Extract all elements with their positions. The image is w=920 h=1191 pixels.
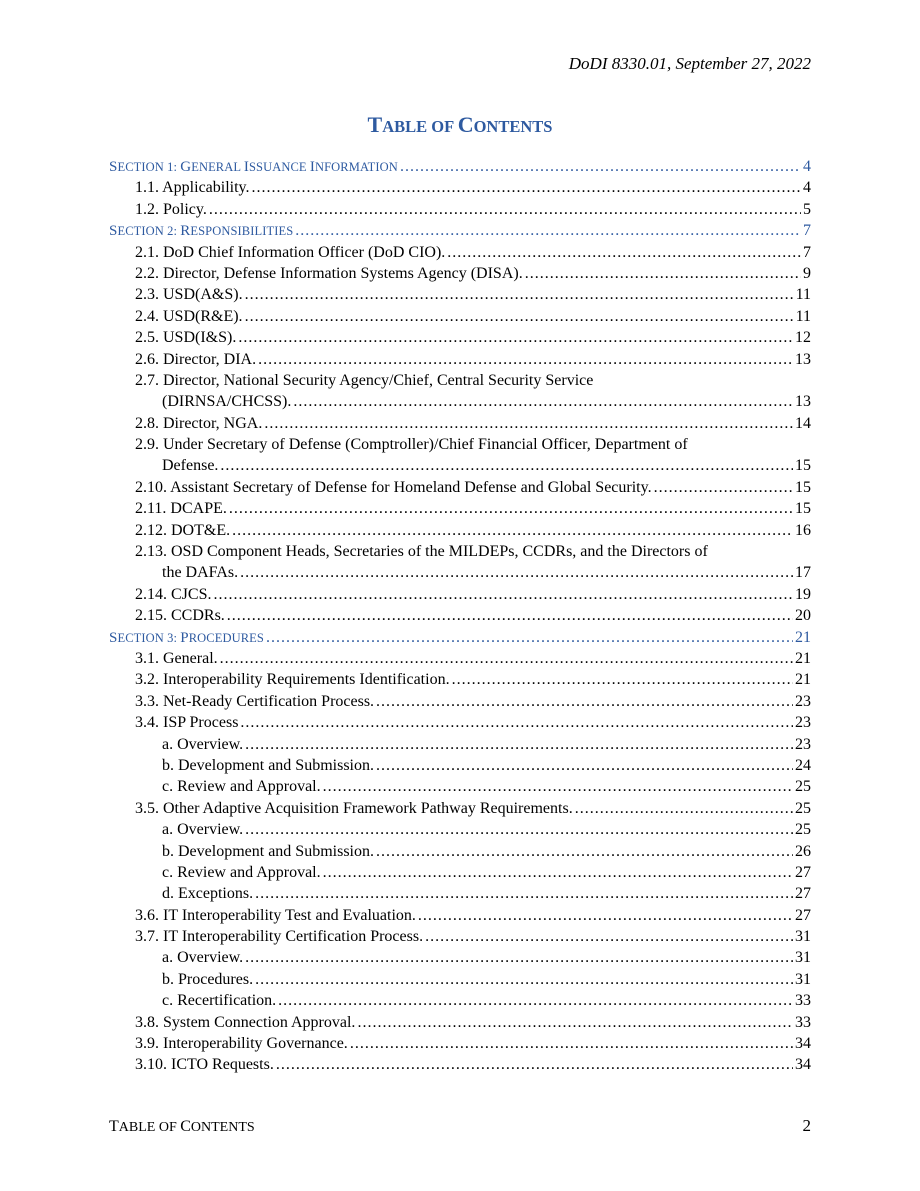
toc-entry-label: 3.3. Net-Ready Certification Process.: [135, 692, 375, 710]
toc-entry-label-continued: the DAFAs.: [162, 564, 239, 582]
toc-subentry-link[interactable]: [109, 819, 811, 840]
footer-rest-1: ABLE OF: [118, 1120, 181, 1135]
dot-leader: [293, 391, 793, 412]
document-header: DoDI 8330.01, September 27, 2022: [568, 54, 811, 73]
small-caps-rest: NFORMATION: [314, 160, 398, 174]
toc-entry-link[interactable]: [109, 1033, 811, 1054]
toc-page-number: 21: [795, 671, 811, 689]
toc-page-number: 20: [795, 607, 811, 625]
toc-entry-label: 2.2. Director, Defense Information Systems Agency (DISA).: [135, 264, 523, 282]
toc-page-number: 7: [803, 222, 811, 240]
toc-entry-link[interactable]: [109, 712, 811, 733]
toc-entry-label-continued: (DIRNSA/CHCSS).: [162, 393, 292, 411]
dot-leader: [245, 819, 793, 840]
toc-entry-label: 3.4. ISP Process: [135, 714, 239, 732]
small-caps-rest: ESPONSIBILITIES: [190, 224, 294, 239]
dot-leader: [418, 905, 793, 926]
toc-entry-label: 3.9. Interoperability Governance.: [135, 1035, 348, 1053]
toc-entry-label: 3.10. ICTO Requests.: [135, 1056, 274, 1074]
toc-section-label: [109, 157, 398, 178]
toc-page-number: 25: [795, 799, 811, 817]
dot-leader: [357, 1012, 793, 1033]
toc-entry-link[interactable]: [109, 520, 811, 541]
toc-entry-link[interactable]: [109, 562, 811, 583]
toc-page-number: 16: [795, 521, 811, 539]
dot-leader: [278, 990, 793, 1011]
dot-leader: [245, 734, 793, 755]
toc-entry-link[interactable]: [109, 605, 811, 626]
toc-section-link[interactable]: [109, 156, 811, 177]
toc-page-number: 4: [803, 179, 811, 197]
dot-leader: [425, 926, 793, 947]
small-caps-rest: ECTION 1:: [117, 160, 181, 174]
toc-page-number: 34: [795, 1056, 811, 1074]
toc-page-number: 27: [795, 885, 811, 903]
toc-page-number: 25: [795, 821, 811, 839]
toc-page-number: 31: [795, 949, 811, 967]
small-caps-rest: ECTION 2:: [117, 224, 181, 239]
dot-leader: [376, 691, 793, 712]
toc-page-number: 21: [795, 628, 811, 646]
small-caps-rest: ENERAL: [191, 160, 244, 174]
dot-leader: [220, 455, 793, 476]
dot-leader: [255, 969, 793, 990]
dot-leader: [266, 627, 793, 648]
footer-title: [109, 1118, 255, 1136]
toc-subentry-link[interactable]: [109, 755, 811, 776]
small-caps-rest: ROCEDURES: [188, 630, 264, 645]
toc-entry-label: b. Development and Submission.: [162, 842, 374, 860]
dot-leader: [350, 1033, 793, 1054]
dot-leader: [323, 862, 793, 883]
toc-page-number: 21: [795, 649, 811, 667]
small-caps-initial: G: [180, 159, 192, 175]
toc-entry-link[interactable]: [109, 477, 811, 498]
title-rest-2: ONTENTS: [473, 117, 553, 136]
toc-entry-link[interactable]: [109, 349, 811, 370]
toc-entry-link[interactable]: [109, 306, 811, 327]
dot-leader: [323, 776, 793, 797]
dot-leader: [229, 498, 793, 519]
toc-page-number: 33: [795, 992, 811, 1010]
toc-entry-first-line[interactable]: [109, 541, 811, 562]
dot-leader: [376, 755, 793, 776]
dot-leader: [238, 327, 793, 348]
dot-leader: [525, 263, 801, 284]
small-caps-rest: SSUANCE: [248, 160, 310, 174]
toc-page-number: 11: [795, 286, 811, 304]
toc-entry-label-continued: Defense.: [162, 457, 219, 475]
toc-page-number: 15: [795, 478, 811, 496]
toc-entry-label: 2.14. CJCS.: [135, 585, 212, 603]
toc-entry-label: 1.1. Applicability.: [135, 179, 250, 197]
toc-entry-label: b. Development and Submission.: [162, 756, 374, 774]
toc-entry-label: 3.1. General.: [135, 649, 218, 667]
toc-entry-first-line[interactable]: [109, 370, 811, 391]
toc-entry-label: 2.12. DOT&E.: [135, 521, 231, 539]
toc-page-number: 31: [795, 970, 811, 988]
dot-leader: [654, 477, 793, 498]
toc-page-number: 31: [795, 928, 811, 946]
toc-entry-label: 2.10. Assistant Secretary of Defense for Homeland Defense and Global Security.: [135, 478, 652, 496]
toc-entry-label: c. Review and Approval.: [162, 778, 321, 796]
title-cap-t: T: [367, 112, 383, 137]
toc-entry-label: 2.8. Director, NGA.: [135, 414, 263, 432]
toc-entry-link[interactable]: [109, 391, 811, 412]
toc-subentry-link[interactable]: [109, 969, 811, 990]
small-caps-initial: I: [243, 159, 249, 175]
dot-leader: [264, 413, 793, 434]
toc-section-label: [109, 628, 264, 649]
toc-entry-label: 3.5. Other Adaptive Acquisition Framework Pathway Requirements.: [135, 799, 573, 817]
dot-leader: [376, 841, 793, 862]
dot-leader: [575, 798, 793, 819]
toc-entry-label: c. Recertification.: [162, 992, 277, 1010]
dot-leader: [232, 520, 793, 541]
toc-subentry-link[interactable]: [109, 776, 811, 797]
dot-leader: [240, 712, 793, 733]
toc-entry-label: 3.8. System Connection Approval.: [135, 1013, 356, 1031]
footer-rest-2: ONTENTS: [190, 1120, 255, 1135]
dot-leader: [400, 156, 801, 177]
toc-entry-label: a. Overview.: [162, 735, 244, 753]
toc-entry-label: 2.3. USD(A&S).: [135, 286, 243, 304]
toc-page-number: 17: [795, 564, 811, 582]
toc-page-number: 34: [795, 1035, 811, 1053]
toc-page-number: 4: [803, 158, 811, 175]
toc-subentry-link[interactable]: [109, 734, 811, 755]
small-caps-initial: R: [180, 223, 191, 240]
footer-cap-c: C: [180, 1118, 191, 1135]
title-cap-c: C: [457, 112, 474, 137]
toc-entry-link[interactable]: [109, 648, 811, 669]
toc-page-number: 14: [795, 414, 811, 432]
toc-page-number: 23: [795, 692, 811, 710]
toc-page-number: 23: [795, 735, 811, 753]
toc-entry-link[interactable]: [109, 926, 811, 947]
toc-entry-link[interactable]: [109, 1054, 811, 1075]
toc-entry-link[interactable]: [109, 455, 811, 476]
small-caps-initial: I: [309, 159, 315, 175]
table-of-contents: [109, 156, 811, 1076]
toc-page-number: 25: [795, 778, 811, 796]
toc-page-number: 23: [795, 714, 811, 732]
toc-entry-label: 2.4. USD(R&E).: [135, 307, 243, 325]
title-rest-1: ABLE OF: [382, 117, 458, 136]
toc-page-number: 9: [803, 264, 811, 282]
toc-subentry-link[interactable]: [109, 841, 811, 862]
toc-page-number: 13: [795, 350, 811, 368]
toc-entry-link[interactable]: [109, 284, 811, 305]
toc-page-number: 7: [803, 243, 811, 261]
toc-entry-label: 2.15. CCDRs.: [135, 607, 225, 625]
dot-leader: [227, 605, 793, 626]
toc-page-number: 13: [795, 393, 811, 411]
dot-leader: [255, 883, 793, 904]
toc-entry-link[interactable]: [109, 263, 811, 284]
toc-entry-label: 3.2. Interoperability Requirements Identification.: [135, 671, 450, 689]
toc-entry-label: 2.7. Director, National Security Agency/Chief, Central Security Service: [135, 371, 594, 389]
toc-page-number: 12: [795, 329, 811, 347]
page-number: 2: [802, 1116, 811, 1135]
toc-subentry-link[interactable]: [109, 883, 811, 904]
toc-page-number: 5: [803, 200, 811, 218]
toc-entry-label: 3.7. IT Interoperability Certification Process.: [135, 928, 424, 946]
toc-section-link[interactable]: [109, 627, 811, 648]
toc-entry-link[interactable]: [109, 498, 811, 519]
toc-entry-label: 2.13. OSD Component Heads, Secretaries of the MILDEPs, CCDRs, and the Directors of: [135, 543, 708, 561]
dot-leader: [276, 1054, 793, 1075]
toc-entry-first-line[interactable]: [109, 434, 811, 455]
toc-entry-label: 2.6. Director, DIA.: [135, 350, 257, 368]
toc-entry-link[interactable]: [109, 669, 811, 690]
footer-cap-t: T: [109, 1118, 119, 1135]
toc-entry-label: 2.9. Under Secretary of Defense (Comptroller)/Chief Financial Officer, Department of: [135, 436, 688, 454]
toc-entry-link[interactable]: [109, 242, 811, 263]
toc-entry-link[interactable]: [109, 177, 811, 198]
small-caps-rest: ECTION 3:: [117, 630, 181, 645]
dot-leader: [452, 669, 793, 690]
toc-entry-label: c. Review and Approval.: [162, 863, 321, 881]
toc-page-number: 27: [795, 906, 811, 924]
toc-page-number: 19: [795, 585, 811, 603]
toc-entry-label: a. Overview.: [162, 949, 244, 967]
dot-leader: [209, 199, 801, 220]
toc-entry-label: 2.1. DoD Chief Information Officer (DoD CIO).: [135, 243, 446, 261]
toc-entry-label: 2.5. USD(I&S).: [135, 329, 237, 347]
dot-leader: [240, 562, 793, 583]
toc-section-link[interactable]: [109, 220, 811, 241]
toc-entry-link[interactable]: [109, 905, 811, 926]
page-title: [0, 112, 920, 138]
small-caps-initial: S: [109, 629, 118, 646]
toc-section-label: [109, 221, 293, 242]
toc-subentry-link[interactable]: [109, 990, 811, 1011]
dot-leader: [213, 584, 793, 605]
toc-entry-link[interactable]: [109, 584, 811, 605]
dot-leader: [258, 349, 793, 370]
toc-page-number: 33: [795, 1013, 811, 1031]
toc-entry-label: d. Exceptions.: [162, 885, 254, 903]
toc-entry-label: 3.6. IT Interoperability Test and Evaluation.: [135, 906, 416, 924]
dot-leader: [447, 242, 801, 263]
toc-entry-label: a. Overview.: [162, 821, 244, 839]
small-caps-initial: P: [180, 629, 189, 646]
toc-page-number: 26: [795, 842, 811, 860]
toc-entry-link[interactable]: [109, 413, 811, 434]
toc-entry-link[interactable]: [109, 798, 811, 819]
dot-leader: [295, 220, 801, 241]
toc-entry-label: 1.2. Policy.: [135, 200, 207, 218]
small-caps-initial: S: [109, 223, 118, 240]
dot-leader: [252, 177, 801, 198]
dot-leader: [245, 306, 794, 327]
toc-page-number: 24: [795, 756, 811, 774]
toc-entry-link[interactable]: [109, 691, 811, 712]
toc-page-number: 15: [795, 500, 811, 518]
dot-leader: [245, 947, 793, 968]
toc-subentry-link[interactable]: [109, 862, 811, 883]
toc-entry-link[interactable]: [109, 1012, 811, 1033]
toc-entry-label: b. Procedures.: [162, 970, 254, 988]
toc-page-number: 11: [795, 307, 811, 325]
small-caps-initial: S: [109, 159, 118, 175]
dot-leader: [220, 648, 793, 669]
toc-page-number: 27: [795, 863, 811, 881]
toc-entry-link[interactable]: [109, 199, 811, 220]
toc-entry-link[interactable]: [109, 327, 811, 348]
toc-subentry-link[interactable]: [109, 947, 811, 968]
dot-leader: [245, 284, 794, 305]
toc-page-number: 15: [795, 457, 811, 475]
toc-entry-label: 2.11. DCAPE.: [135, 500, 227, 518]
